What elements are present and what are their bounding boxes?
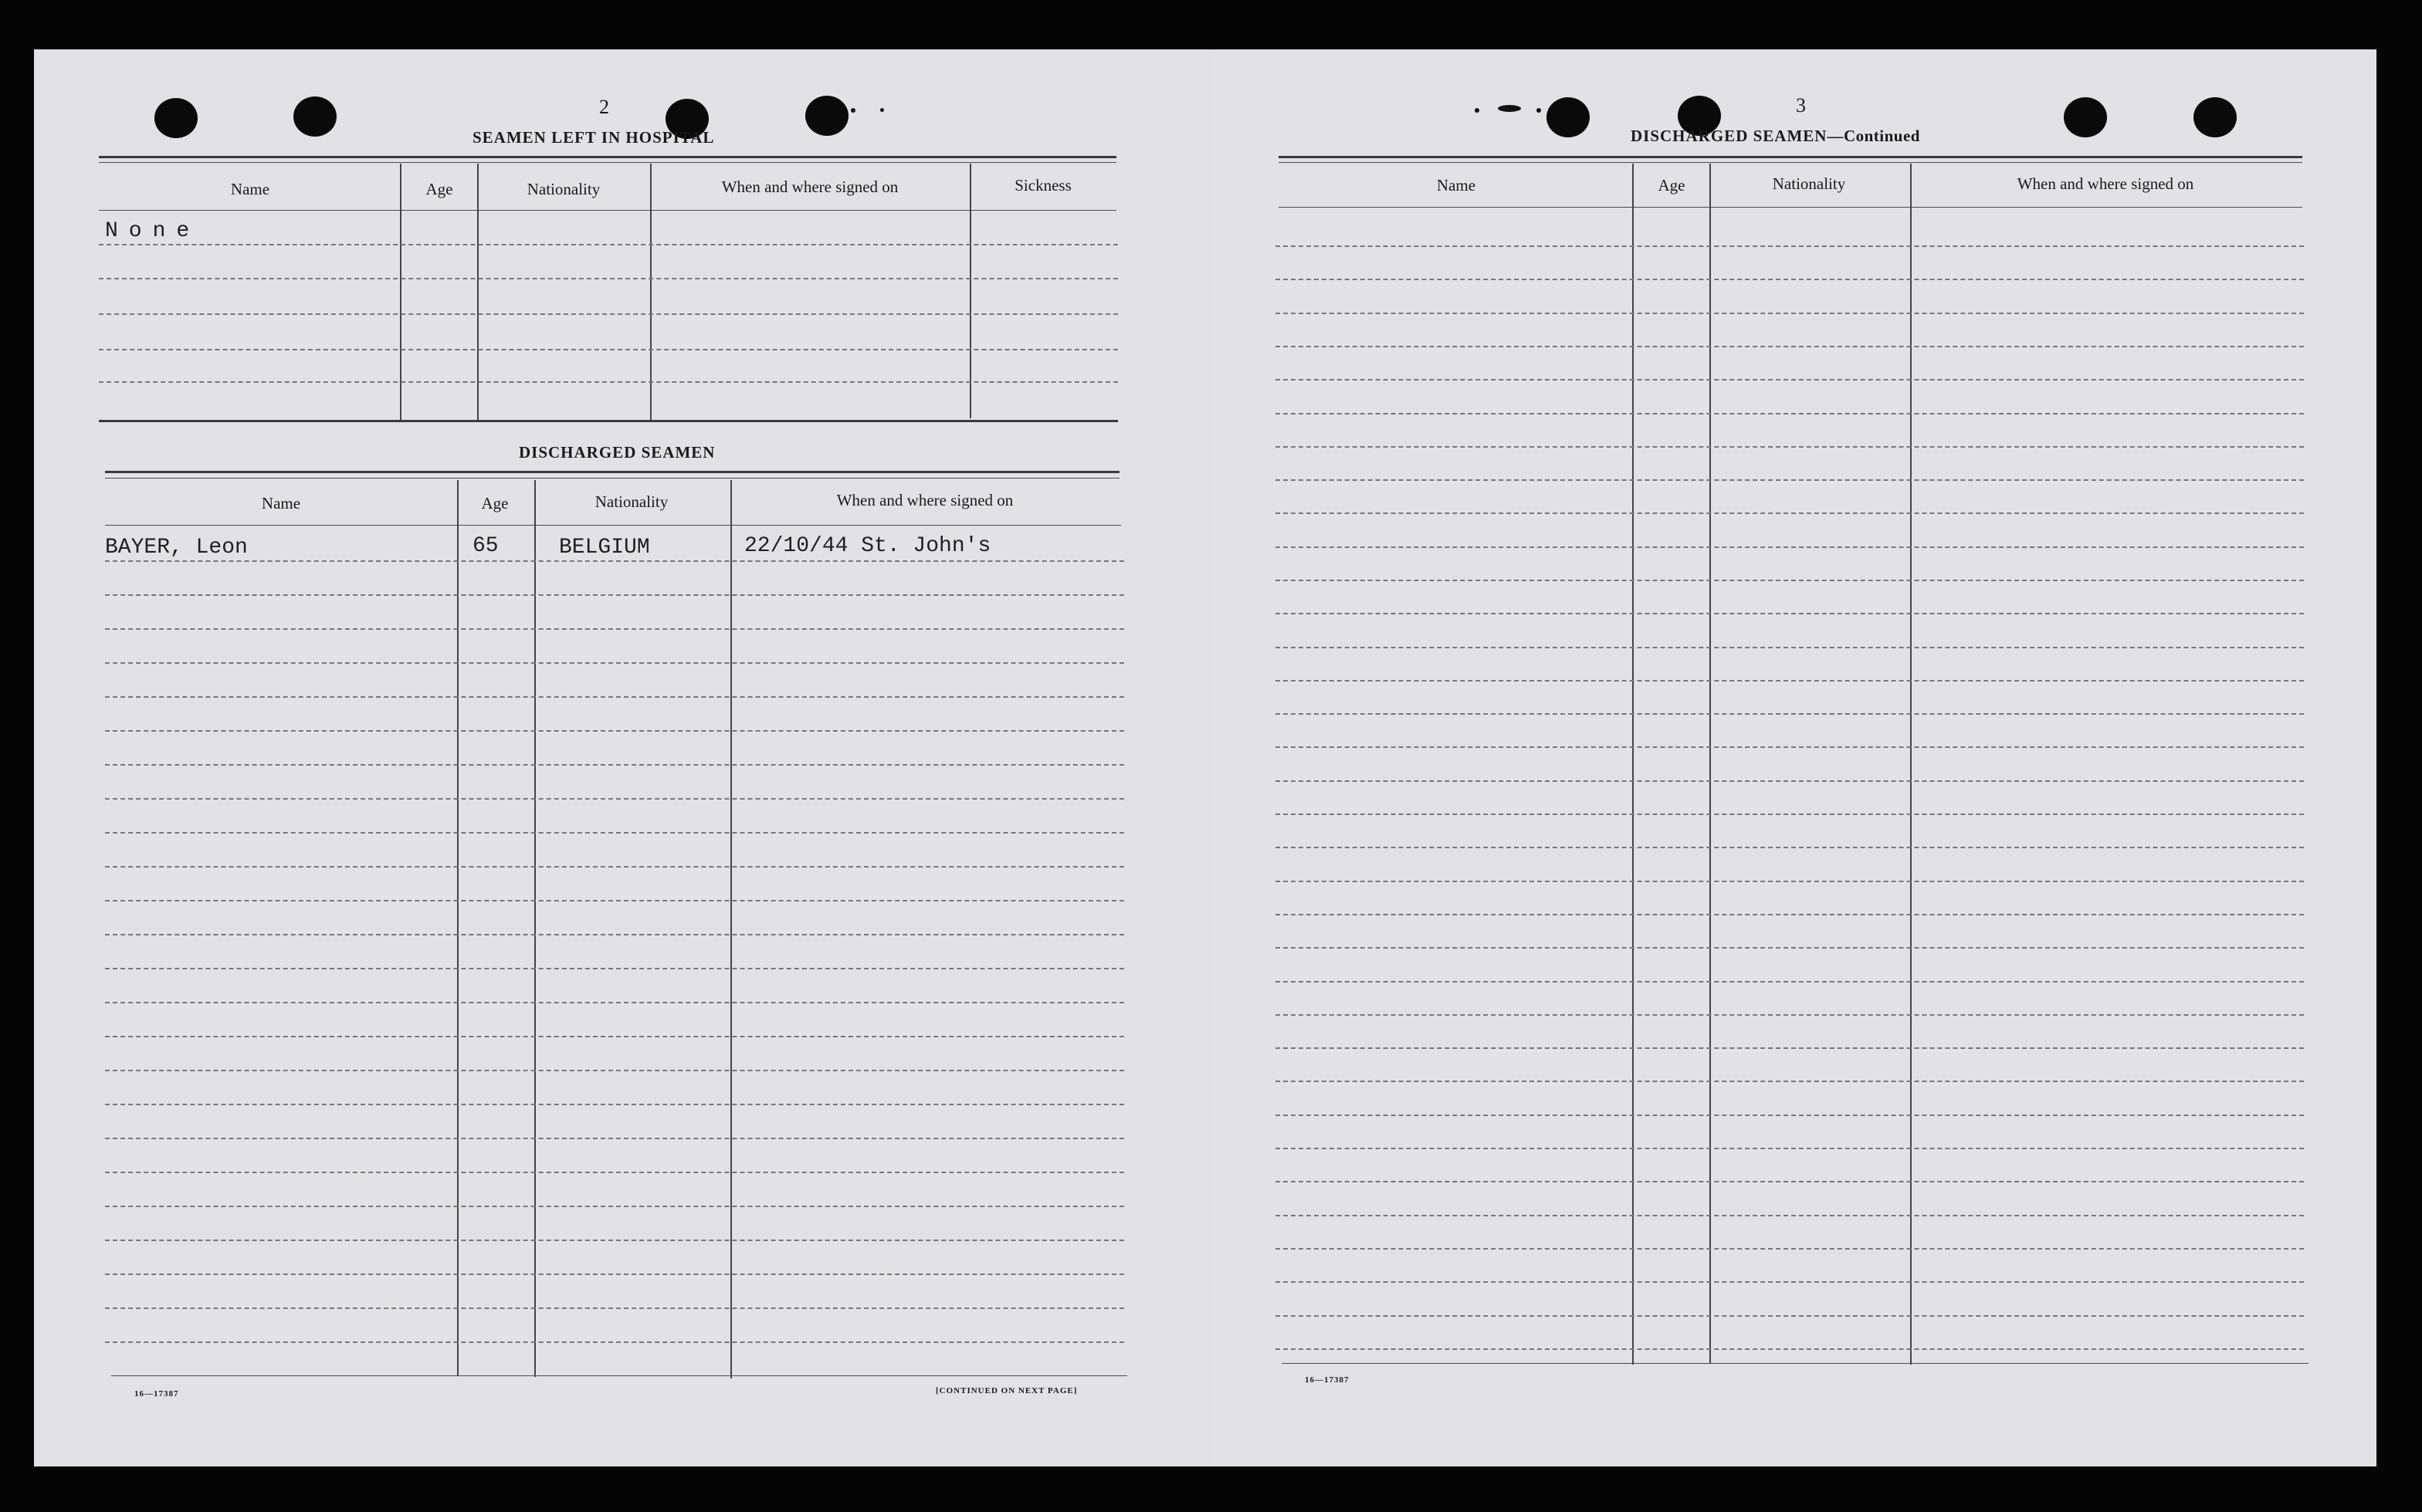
column-divider [534, 480, 536, 1377]
entry-line [105, 764, 1124, 766]
ink-speck [1536, 108, 1541, 113]
ink-speck [1498, 105, 1521, 112]
seaman-age: 65 [473, 534, 499, 558]
discharged-section-title: DISCHARGED SEAMEN [519, 443, 716, 462]
column-header-age: Age [425, 180, 453, 198]
entry-line [1275, 814, 2304, 815]
title-text: DISCHARGED SEAMEN [1631, 127, 1828, 145]
column-header-nationality: Nationality [594, 492, 669, 511]
entry-line [105, 662, 1124, 664]
entry-line [105, 934, 1124, 935]
entry-line [1275, 713, 2304, 715]
column-divider [730, 480, 732, 1378]
entry-line [1275, 546, 2304, 548]
entry-line [99, 349, 1118, 350]
page-number: 2 [599, 96, 609, 118]
entry-line [105, 1104, 1124, 1105]
section-rule [99, 420, 1118, 422]
column-header-age: Age [481, 494, 509, 512]
header-bottom-rule [1279, 207, 2302, 208]
seaman-nationality: BELGIUM [559, 536, 650, 560]
column-header-name: Name [230, 180, 270, 198]
column-header-nationality: Nationality [1772, 174, 1846, 193]
entry-line [99, 381, 1118, 383]
header-top-rule [99, 156, 1116, 158]
entry-line [1275, 1047, 2304, 1049]
entry-line [105, 866, 1124, 868]
entry-line [1275, 981, 2304, 983]
column-header-age: Age [1658, 176, 1685, 194]
entry-line [105, 696, 1124, 698]
entry-line [105, 560, 1124, 562]
entry-line [1275, 479, 2304, 481]
entry-line [105, 1206, 1124, 1207]
entry-line [1275, 680, 2304, 682]
header-top-rule [105, 471, 1120, 473]
entry-line [1275, 847, 2304, 848]
entry-line [105, 1274, 1124, 1275]
entry-line [99, 244, 1118, 245]
entry-line [1275, 580, 2304, 581]
page-number: 3 [1796, 94, 1806, 117]
ink-speck [1475, 108, 1479, 113]
seaman-signed-on: 22/10/44 St. John's [744, 534, 991, 558]
entry-line [1275, 446, 2304, 448]
entry-line [105, 594, 1124, 596]
form-number: 16—17387 [134, 1389, 179, 1399]
discharged-continued-title [1631, 127, 1920, 146]
entry-line [1275, 1148, 2304, 1149]
entry-line [1275, 346, 2304, 347]
entry-line [105, 1341, 1124, 1343]
continued-note: [CONTINUED ON NEXT PAGE] [936, 1386, 1078, 1395]
title-suffix: —Continued [1827, 127, 1920, 145]
punch-hole [1546, 97, 1590, 137]
entry-line [105, 1070, 1124, 1071]
punch-hole [2064, 97, 2107, 137]
punch-hole [805, 96, 849, 136]
hospital-entry-none: None [105, 219, 201, 243]
column-divider [970, 164, 971, 418]
ink-speck [851, 108, 855, 113]
entry-line [105, 968, 1124, 969]
entry-line [1275, 1215, 2304, 1216]
header-top-rule [99, 162, 1116, 163]
column-header-signed-on: When and where signed on [836, 491, 1014, 509]
entry-line [1275, 1248, 2304, 1250]
entry-line [1275, 512, 2304, 514]
hospital-section-title: SEAMEN LEFT IN HOSPITAL [473, 128, 715, 147]
punch-hole [154, 98, 198, 138]
column-divider [1910, 164, 1912, 1365]
entry-line [105, 1307, 1124, 1309]
entry-line [1275, 245, 2304, 247]
entry-line [1275, 379, 2304, 381]
entry-line [1275, 1081, 2304, 1082]
entry-line [1275, 1348, 2304, 1350]
header-top-rule [1279, 156, 2302, 158]
page-fold [1211, 49, 1213, 1466]
entry-line [1275, 881, 2304, 882]
entry-line [1275, 647, 2304, 648]
punch-hole [293, 96, 337, 137]
entry-line [105, 1172, 1124, 1173]
table-bottom-rule [1282, 1363, 2309, 1364]
entry-line [1275, 279, 2304, 280]
ink-speck [880, 108, 884, 112]
entry-line [1275, 1014, 2304, 1016]
entry-line [105, 1036, 1124, 1037]
seaman-name: BAYER, Leon [105, 536, 248, 560]
entry-line [105, 1240, 1124, 1241]
entry-line [1275, 413, 2304, 414]
column-header-signed-on: When and where signed on [2017, 174, 2194, 193]
column-header-sickness: Sickness [1015, 176, 1072, 194]
entry-line [105, 730, 1124, 732]
form-number: 16—17387 [1305, 1375, 1350, 1385]
entry-line [1275, 780, 2304, 782]
column-divider [1709, 164, 1711, 1363]
entry-line [99, 313, 1118, 315]
entry-line [1275, 313, 2304, 314]
punch-hole [2193, 97, 2237, 137]
entry-line [1275, 1281, 2304, 1283]
entry-line [1275, 1115, 2304, 1116]
column-header-name: Name [261, 494, 301, 512]
column-header-signed-on: When and where signed on [721, 178, 899, 196]
entry-line [1275, 1181, 2304, 1182]
header-top-rule [1279, 162, 2302, 163]
column-header-name: Name [1436, 176, 1476, 194]
entry-line [1275, 613, 2304, 614]
entry-line [105, 798, 1124, 800]
column-divider [1632, 164, 1634, 1365]
header-bottom-rule [99, 210, 1116, 211]
entry-line [105, 832, 1124, 834]
table-bottom-rule [111, 1375, 1127, 1376]
column-header-nationality: Nationality [527, 180, 601, 198]
form-sheet [34, 49, 2376, 1466]
entry-line [105, 1002, 1124, 1003]
entry-line [1275, 746, 2304, 748]
entry-line [105, 1138, 1124, 1139]
column-divider [457, 480, 459, 1375]
header-bottom-rule [105, 525, 1121, 526]
entry-line [99, 278, 1118, 279]
entry-line [1275, 914, 2304, 915]
header-top-rule [105, 478, 1120, 479]
entry-line [1275, 1315, 2304, 1317]
entry-line [105, 900, 1124, 901]
entry-line [1275, 947, 2304, 949]
entry-line [105, 628, 1124, 630]
